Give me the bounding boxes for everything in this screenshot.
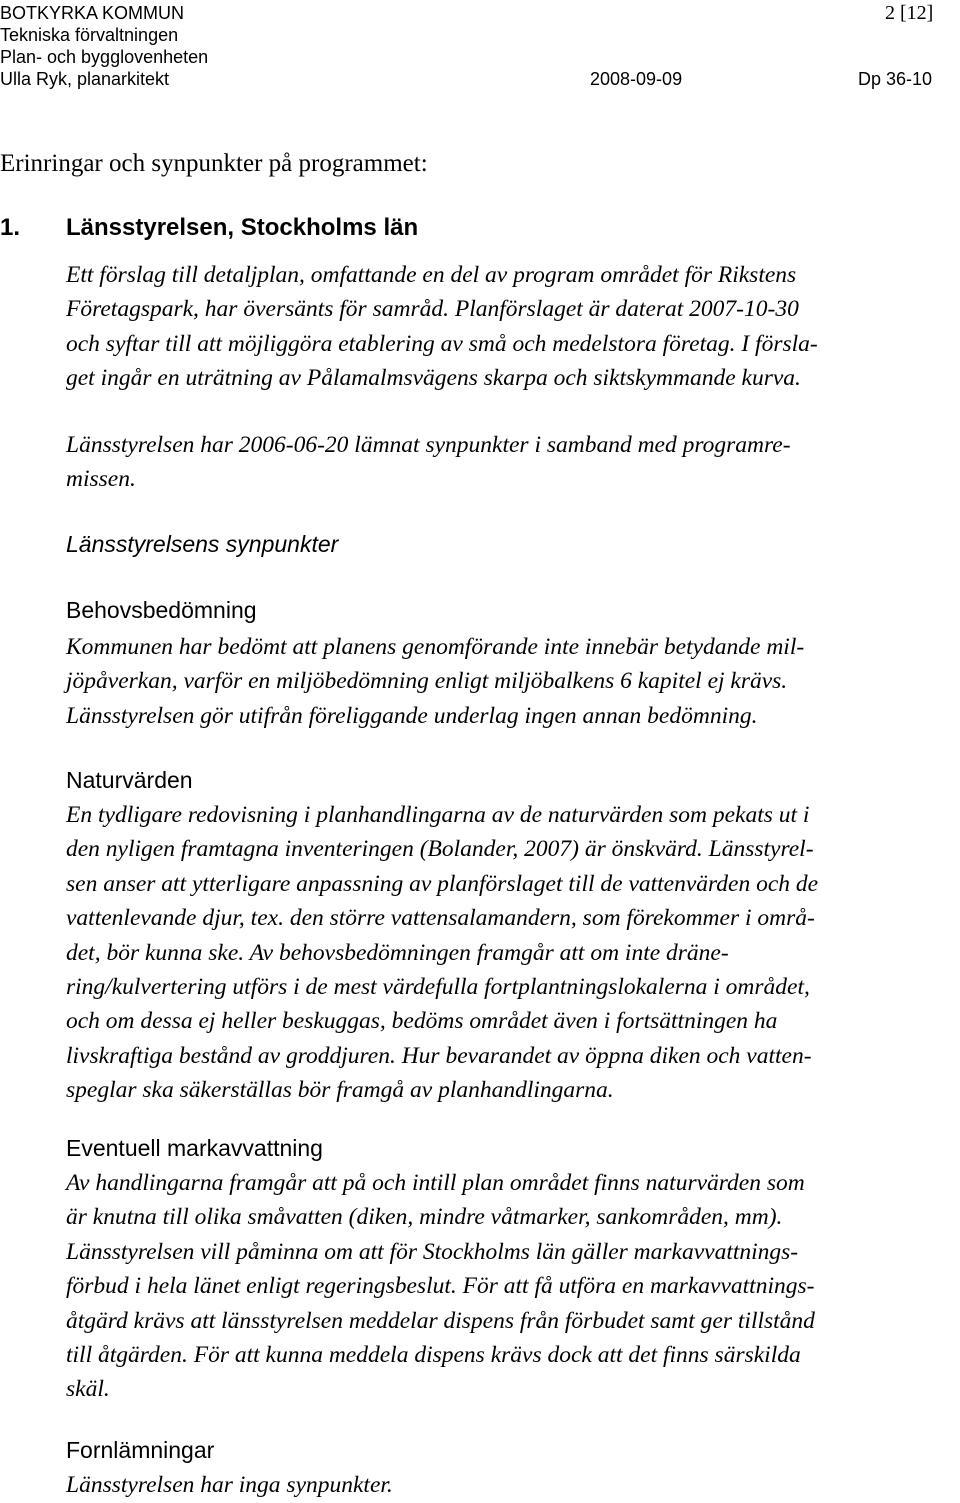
text-line: Länsstyrelsen vill påminna om att för Stockholms län gäller markavvattnings- bbox=[66, 1238, 799, 1265]
document-reference: Dp 36-10 bbox=[858, 69, 933, 89]
header-author: Ulla Ryk, planarkitekt bbox=[0, 69, 170, 89]
text-line: En tydligare redovisning i planhandlingarna av de naturvärden som pekats ut i bbox=[66, 802, 810, 828]
text-line: Länsstyrelsen gör utifrån föreliggande underlag ingen annan bedömning. bbox=[66, 702, 758, 729]
text-line: Företagspark, har översänts för samråd. Planförslaget är daterat 2007-10-30 bbox=[66, 296, 799, 323]
text-line: den nyligen framtagna inventeringen (Bolander, 2007) är önskvärd. Länsstyrel- bbox=[66, 836, 814, 863]
section-title: Länsstyrelsen, Stockholms län bbox=[66, 214, 419, 241]
text-line: missen. bbox=[66, 466, 136, 493]
text-line: Ett förslag till detaljplan, omfattande en del av program området för Rikstens bbox=[66, 262, 797, 288]
header-org-line: BOTKYRKA KOMMUN bbox=[0, 3, 185, 23]
paragraph-proposal bbox=[66, 258, 946, 396]
header-org-line: Tekniska förvaltningen bbox=[0, 25, 179, 45]
paragraph-behovsbedomning bbox=[66, 630, 946, 733]
text-line: get ingår en uträtning av Pålamalmsvägens skarpa och siktskymmande kurva. bbox=[66, 365, 801, 392]
text-line: är knutna till olika småvatten (diken, mindre våtmarker, sankområden, mm). bbox=[66, 1204, 783, 1231]
text-line: Länsstyrelsen har 2006-06-20 lämnat synpunkter i samband med programre- bbox=[66, 432, 791, 458]
text-line: Länsstyrelsen har inga synpunkter. bbox=[66, 1472, 393, 1498]
text-line: jöpåverkan, varför en miljöbedömning enligt miljöbalkens 6 kapitel ej krävs. bbox=[66, 668, 788, 695]
text-line: förbud i hela länet enligt regeringsbeslut. För att få utföra en markavvattnings- bbox=[66, 1273, 815, 1300]
text-line: det, bör kunna ske. Av behovsbedömningen framgår att om inte dräne- bbox=[66, 939, 729, 966]
paragraph-previous-comments bbox=[66, 428, 946, 497]
subheading-naturvarden: Naturvärden bbox=[66, 767, 193, 793]
header-org-line: Plan- och bygglovenheten bbox=[0, 47, 209, 67]
header-organization bbox=[0, 2, 208, 90]
text-line: sen anser att ytterligare anpassning av planförslaget till de vattenvärden och de bbox=[66, 870, 819, 897]
intro-heading: Erinringar och synpunkter på programmet: bbox=[0, 150, 428, 177]
text-line: ring/kulvertering utförs i de mest värdefulla fortplantningslokalerna i området, bbox=[66, 973, 810, 1000]
subheading-behovsbedomning: Behovsbedömning bbox=[66, 597, 257, 623]
text-line: vattenlevande djur, tex. den större vattensalamandern, som förekommer i områ- bbox=[66, 905, 815, 932]
text-line: Av handlingarna framgår att på och intill plan området finns naturvärden som bbox=[66, 1170, 805, 1196]
paragraph-fornlamningar bbox=[66, 1468, 946, 1502]
subheading-markavvattning: Eventuell markavvattning bbox=[66, 1135, 323, 1161]
paragraph-naturvarden bbox=[66, 798, 946, 1108]
text-line: livskraftiga bestånd av groddjuren. Hur bevarandet av öppna diken och vatten- bbox=[66, 1042, 812, 1069]
subheading-fornlamningar: Fornlämningar bbox=[66, 1437, 215, 1463]
page-number: 2 [12] bbox=[885, 2, 934, 24]
text-line: skäl. bbox=[66, 1376, 110, 1403]
document-date: 2008-09-09 bbox=[590, 69, 683, 89]
section-number: 1. bbox=[0, 214, 21, 241]
text-line: och om dessa ej heller beskuggas, bedöms området även i fortsättningen ha bbox=[66, 1008, 778, 1035]
text-line: till åtgärden. För att kunna meddela dispens krävs dock att det finns särskilda bbox=[66, 1341, 801, 1368]
subheading-lansstyrelsens-synpunkter: Länsstyrelsens synpunkter bbox=[66, 531, 339, 557]
paragraph-markavvattning bbox=[66, 1166, 946, 1407]
text-line: åtgärd krävs att länsstyrelsen meddelar dispens från förbudet samt ger tillstånd bbox=[66, 1307, 815, 1334]
text-line: speglar ska säkerställas bör framgå av planhandlingarna. bbox=[66, 1077, 614, 1104]
text-line: Kommunen har bedömt att planens genomförande inte innebär betydande mil- bbox=[66, 634, 805, 660]
text-line: och syftar till att möjliggöra etablering av små och medelstora företag. I försla- bbox=[66, 330, 818, 357]
